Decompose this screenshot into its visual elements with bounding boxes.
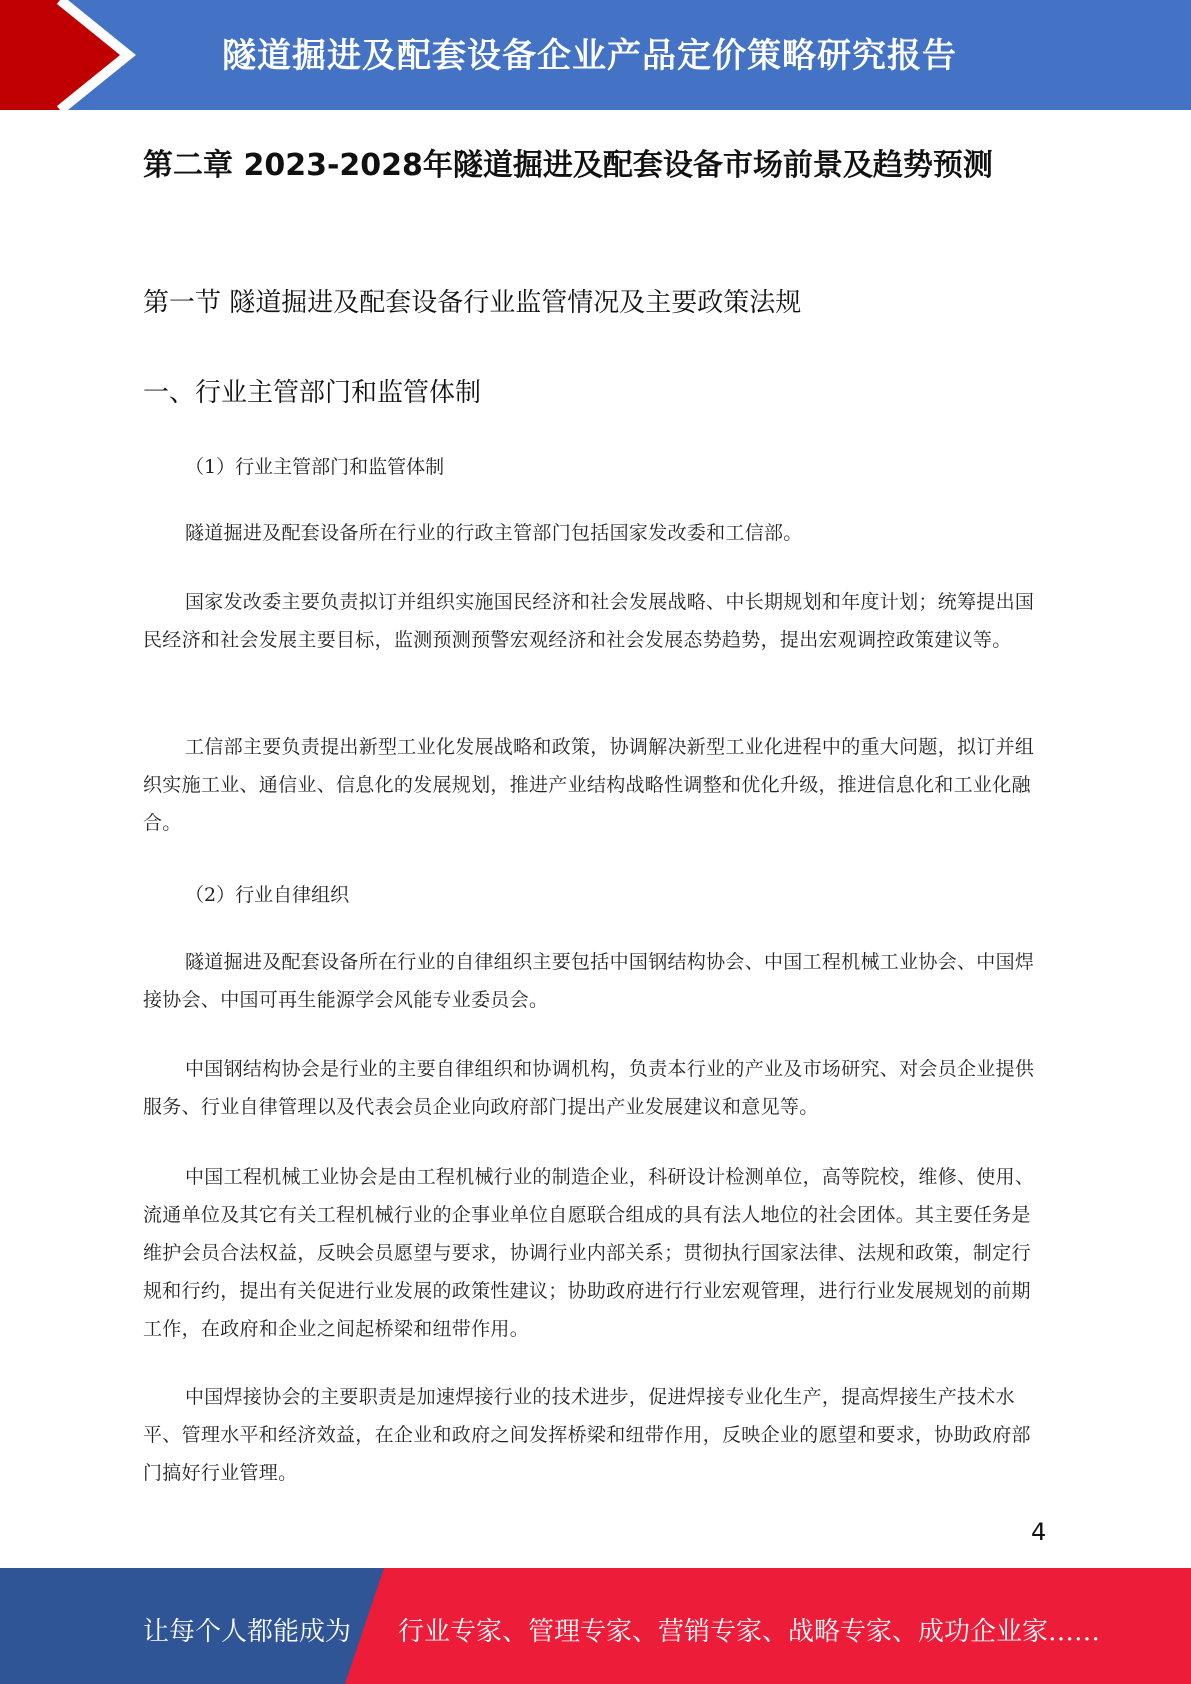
list-item-heading: （2）行业自律组织 <box>185 884 350 906</box>
footer-banner <box>0 1568 1191 1684</box>
report-header-bar <box>0 0 1191 110</box>
footer-slogan-left: 让每个人都能成为 <box>143 1617 352 1647</box>
section-title: 第一节 隧道掘进及配套设备行业监管情况及主要政策法规 <box>143 288 802 318</box>
body-paragraph: 国家发改委主要负责拟订并组织实施国民经济和社会发展战略、中长期规划和年度计划；统筹提出国民经济和社会发展主要目标，监测预测预警宏观经济和社会发展态势趋势，提出宏观调控政策建议等。 <box>143 591 1035 651</box>
chapter-title: 第二章 2023-2028年隧道掘进及配套设备市场前景及趋势预测 <box>143 148 993 183</box>
body-paragraph: 中国焊接协会的主要职责是加速焊接行业的技术进步，促进焊接专业化生产，提高焊接生产技术水平、管理水平和经济效益，在企业和政府之间发挥桥梁和纽带作用，反映企业的愿望和要求，协助政府部门搞好行业管理。 <box>143 1386 1031 1484</box>
header-red-arrow-shape <box>0 0 128 110</box>
body-paragraph: 隧道掘进及配套设备所在行业的自律组织主要包括中国钢结构协会、中国工程机械工业协会、中国焊接协会、中国可再生能源学会风能专业委员会。 <box>143 951 1035 1011</box>
footer-slogan-right: 行业专家、管理专家、营销专家、战略专家、成功企业家…… <box>398 1617 1101 1647</box>
report-title: 隧道掘进及配套设备企业产品定价策略研究报告 <box>222 36 957 76</box>
subsection-title: 一、行业主管部门和监管体制 <box>143 378 482 408</box>
body-paragraph: 中国工程机械工业协会是由工程机械行业的制造企业，科研设计检测单位，高等院校，维修、使用、流通单位及其它有关工程机械行业的企事业单位自愿联合组成的具有法人地位的社会团体。其主要任务是维护会员合法权益，反映会员愿望与要求，协调行业内部关系；贯彻执行国家法律、法规和政策，制定行规和行约，提出有关促进行业发展的政策性建议；协助政府进行行业宏观管理，进行行业发展规划的前期工作，在政府和企业之间起桥梁和纽带作用。 <box>143 1166 1035 1340</box>
list-item-heading: （1）行业主管部门和监管体制 <box>185 456 445 478</box>
page-number: 4 <box>1031 1518 1047 1546</box>
body-paragraph: 中国钢结构协会是行业的主要自律组织和协调机构，负责本行业的产业及市场研究、对会员企业提供服务、行业自律管理以及代表会员企业向政府部门提出产业发展建议和意见等。 <box>143 1058 1035 1118</box>
body-paragraph: 工信部主要负责提出新型工业化发展战略和政策，协调解决新型工业化进程中的重大问题，拟订并组织实施工业、通信业、信息化的发展规划，推进产业结构战略性调整和优化升级，推进信息化和工业化融合。 <box>143 736 1035 834</box>
body-paragraph: 隧道掘进及配套设备所在行业的行政主管部门包括国家发改委和工信部。 <box>185 522 803 544</box>
